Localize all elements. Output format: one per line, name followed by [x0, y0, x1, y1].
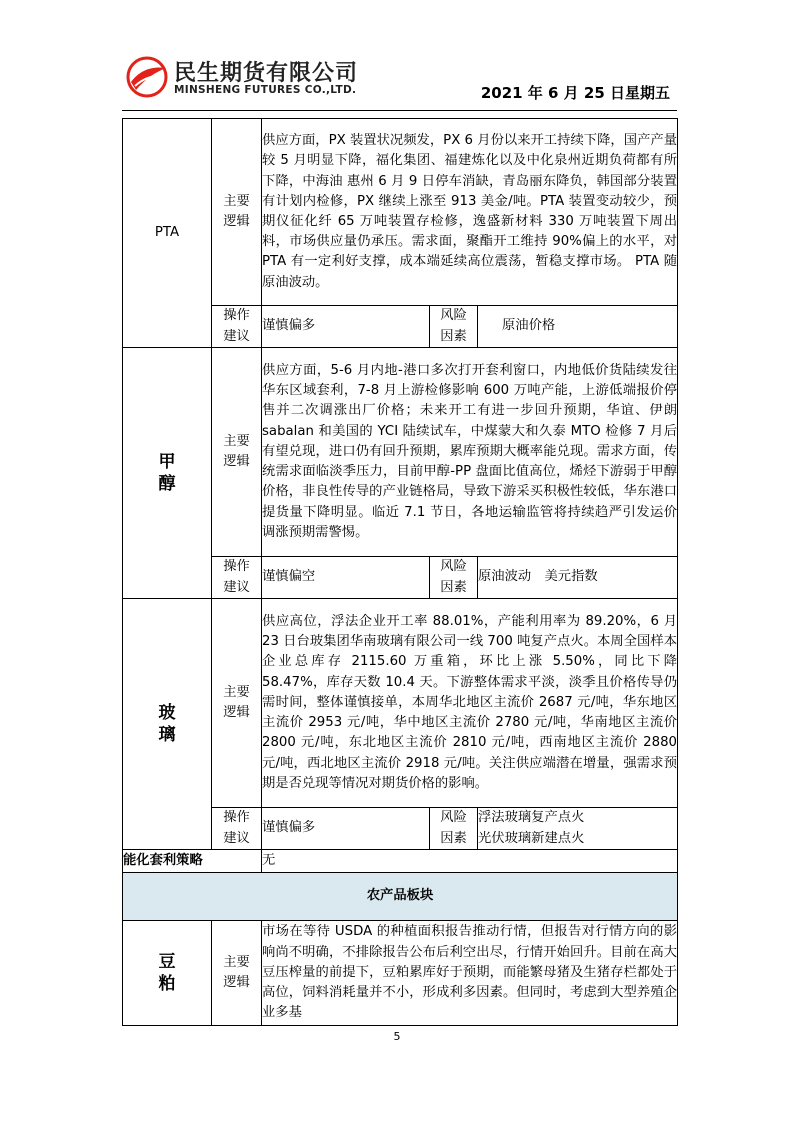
table-row — [123, 348, 678, 557]
strategy-value: 无 — [262, 850, 678, 873]
risk-label-line: 风险 — [440, 810, 467, 826]
risk-value — [478, 808, 678, 850]
logic-label-line: 逻辑 — [223, 975, 250, 990]
company-name-cn: 民生期货有限公司 — [174, 61, 359, 86]
logic-label-line: 逻辑 — [223, 454, 250, 469]
logic-label — [212, 348, 262, 557]
risk-label-line: 风险 — [440, 559, 467, 575]
risk-value-line: 光伏玻璃新建点火 — [478, 830, 585, 846]
table-row — [123, 599, 678, 808]
advice-label — [212, 808, 262, 850]
risk-label — [430, 808, 478, 850]
header-rule — [122, 110, 677, 111]
logic-label-line: 主要 — [223, 193, 250, 209]
product-name — [123, 599, 212, 850]
advice-label-line: 操作 — [223, 810, 250, 826]
table-row — [123, 850, 678, 873]
main-logic-text: 供应高位，浮法企业开工率 88.01%，产能利用率为 89.20%，6 月 23 日台玻集团华南玻璃有限公司一线 700 吨复产点火。本周全国样本企业总库存 2115.60 万重箱，环比上涨 5.50%，同比下降 58.47%，库存天数 10.4 天。下游整体需求平淡，淡季且价格传导仍需时间，整体谨慎接单，本周华北地区主流价 2687 元/吨，华东地区主流价 2953 元/吨，华中地区主流价 2780 元/吨，华南地区主流价 2800 元/吨，东北地区主流价 2810 元/吨，西南地区主流价 2880 元/吨，西北地区主流价 2918 元/吨。关注供应端潜在增量，强需求预期是否兑现等情况对期货价格的影响。 — [262, 599, 678, 808]
advice-label-line: 建议 — [223, 830, 250, 846]
logic-label — [212, 921, 262, 1026]
risk-value: 原油价格 — [478, 306, 678, 348]
risk-value-line: 浮法玻璃复产点火 — [478, 810, 585, 826]
advice-label — [212, 557, 262, 599]
advice-label-line: 操作 — [223, 308, 250, 324]
product-name-char: 璃 — [158, 725, 176, 745]
product-name-char: 醇 — [158, 474, 176, 494]
risk-label — [430, 306, 478, 348]
product-name-char: 玻 — [158, 703, 176, 723]
logic-label-line: 主要 — [223, 433, 250, 449]
product-name: PTA — [123, 119, 212, 348]
risk-value: 原油波动 美元指数 — [478, 557, 678, 599]
table-row — [123, 873, 678, 921]
advice-label-line: 操作 — [223, 559, 250, 575]
logic-label-line: 主要 — [223, 954, 250, 970]
main-logic-text: 供应方面，PX 装置状况频发，PX 6 月份以来开工持续下降，国产产量 较 5 月明显下降，福化集团、福建炼化以及中化泉州近期负荷都有所下降，中海油 惠州 6 月 9 日停车消缺，青岛丽东降负，韩国部分装置有计划内检修，PX 继续上涨至 913 美金/吨。PTA 装置变动较少，预期仪征化纤 65 万吨装置存检修，逸盛新材料 330 万吨装置下周出料，市场供应量仍承压。需求面，聚酯开工维持 90%偏上的水平，对 PTA 有一定利好支撑，成本端延续高位震荡，暂稳支撑市场。 PTA 随原油波动。 — [262, 119, 678, 306]
strategy-label: 能化套利策略 — [123, 850, 262, 873]
company-logo — [126, 56, 366, 100]
page-number: 5 — [393, 1030, 401, 1043]
advice-label-line: 建议 — [223, 579, 250, 595]
risk-label-line: 因素 — [440, 579, 467, 595]
minsheng-logo-icon — [126, 56, 168, 98]
risk-label — [430, 557, 478, 599]
product-name-char: 甲 — [158, 452, 176, 472]
logic-label — [212, 599, 262, 808]
company-name-en: MINSHENG FUTURES CO.,LTD. — [174, 84, 357, 96]
table-row — [123, 921, 678, 1026]
report-table — [122, 118, 678, 1026]
advice-value: 谨慎偏多 — [262, 306, 430, 348]
advice-value: 谨慎偏多 — [262, 808, 430, 850]
advice-label-line: 建议 — [223, 328, 250, 344]
logic-label — [212, 119, 262, 306]
risk-label-line: 因素 — [440, 328, 467, 344]
risk-label-line: 风险 — [440, 308, 467, 324]
section-title: 农产品板块 — [123, 873, 678, 921]
product-name-char: 豆 — [158, 952, 176, 972]
product-name-char: 粕 — [158, 974, 176, 994]
logic-label-line: 逻辑 — [223, 214, 250, 229]
main-logic-text: 市场在等待 USDA 的种植面积报告推动行情，但报告对行情方向的影响尚不明确，不排除报告公布后利空出尽，行情开始回升。目前在高大豆压榨量的前提下，豆粕累库好于预期，而能繁母猪及生猪存栏都处于高位，饲料消耗量并不小，形成利多因素。但同时，考虑到大型养殖企业多基 — [262, 921, 678, 1026]
logic-label-line: 主要 — [223, 684, 250, 700]
main-logic-text: 供应方面，5-6 月内地-港口多次打开套利窗口，内地低价货陆续发往华东区域套利，7-8 月上游检修影响 600 万吨产能，上游低端报价停售并二次调涨出厂价格；未来开工有进一步回升预期，华谊、伊朗 sabalan 和美国的 YCI 陆续试车，中煤蒙大和久泰 MTO 检修 7 月后有望兑现，进口仍有回升预期，累库预期大概率能兑现。需求方面，传统需求面临淡季压力，目前甲醇-PP 盘面比值高位，烯烃下游弱于甲醇价格，非良性传导的产业链格局，导致下游采买积极性较低，华东港口提货量下降明显。临近 7.1 节日，各地运输监管将持续趋严引发运价调涨预期需警惕。 — [262, 348, 678, 557]
logic-label-line: 逻辑 — [223, 705, 250, 720]
advice-value: 谨慎偏空 — [262, 557, 430, 599]
advice-label — [212, 306, 262, 348]
product-name — [123, 348, 212, 599]
risk-label-line: 因素 — [440, 830, 467, 846]
table-row — [123, 119, 678, 306]
report-date: 2021 年 6 月 25 日星期五 — [480, 84, 670, 102]
product-name — [123, 921, 212, 1026]
page-header — [0, 0, 794, 110]
